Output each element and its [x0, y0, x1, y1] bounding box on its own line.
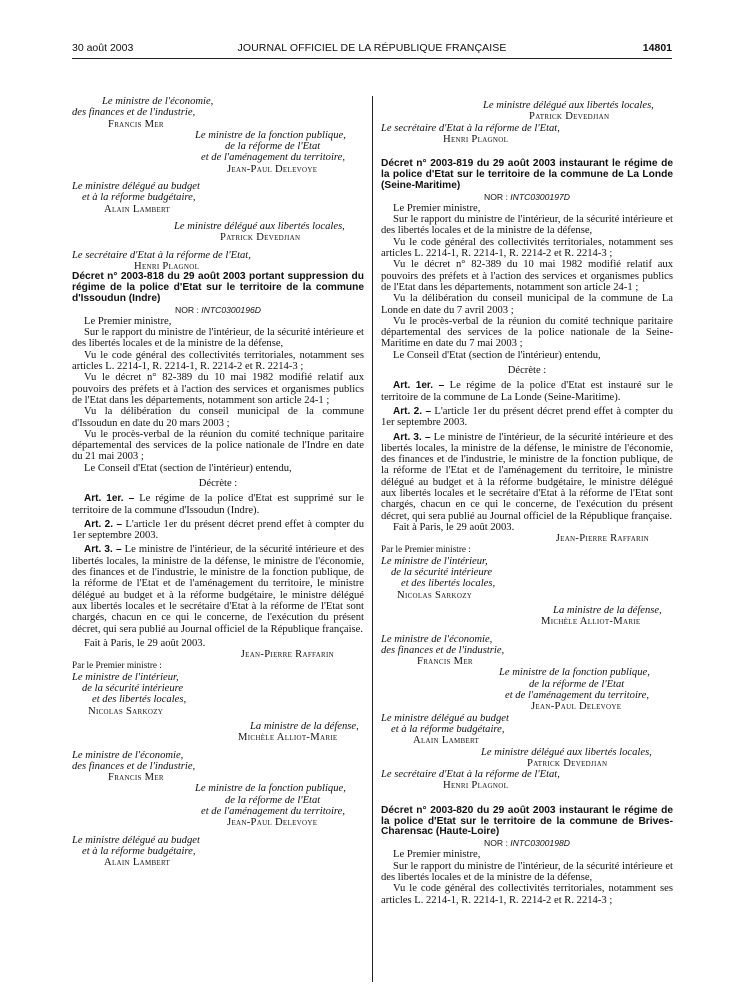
- preamble-line: Vu le procès-verbal de la réunion du comité technique paritaire départemental des services de la police nationale de la Seine-Maritime en date du 7 mai 2003 ;: [381, 315, 673, 350]
- signature-line: de la réforme de l'Etat: [225, 794, 321, 806]
- article-label: Art. 3. –: [84, 544, 122, 556]
- preamble-line: Vu le code général des collectivités territoriales, notamment ses articles L. 2214-1, R. 2214-1, R. 2214-2 et R. 2214-3 ;: [381, 883, 673, 906]
- signed-at: Fait à Paris, le 29 août 2003.: [84, 637, 206, 649]
- signature-defense: [381, 605, 673, 628]
- signed-at: Fait à Paris, le 29 août 2003.: [393, 521, 515, 533]
- article-3: [72, 544, 364, 634]
- article-text: Le régime de la police d'Etat est supprimé sur le territoire de la commune d'Issoudun (Indre).: [72, 493, 364, 516]
- signatory-name: Alain Lambert: [104, 203, 171, 215]
- signature-line: de la sécurité intérieure: [391, 567, 493, 579]
- preamble-line: Sur le rapport du ministre de l'intérieur, de la sécurité intérieure et des libertés locales et de la ministre de la défense,: [381, 214, 673, 237]
- signature-line: et à la réforme budgétaire,: [82, 845, 196, 857]
- signature-line: Le ministre de l'intérieur,: [72, 671, 179, 683]
- page-header: [72, 42, 672, 58]
- signature-line: et à la réforme budgétaire,: [391, 723, 505, 735]
- signatory-name: Francis Mer: [108, 118, 164, 130]
- signature-line: Le ministre délégué aux libertés locales,: [483, 100, 654, 111]
- signature-line: Le ministre délégué au budget: [72, 181, 200, 193]
- signature-line: Le ministre délégué aux libertés locales,: [481, 746, 652, 758]
- issue-date: 30 août 2003: [72, 42, 134, 54]
- nor-code: INTC0300197D: [510, 191, 570, 202]
- signatory-name: Francis Mer: [417, 656, 473, 668]
- article-1: [381, 380, 673, 403]
- article-text: L'article 1er du présent décret prend effet à compter du 1er septembre 2003.: [72, 518, 364, 542]
- page-number: 14801: [642, 42, 672, 54]
- signatory-name: Henri Plagnol: [443, 780, 509, 792]
- signature-line: Le ministre de la fonction publique,: [195, 129, 346, 141]
- signatory-name: Patrick Devedjian: [220, 232, 301, 244]
- preamble-line: Vu le code général des collectivités territoriales, notamment ses articles L. 2214-1, R. 2214-1, R. 2214-2 et R. 2214-3 ;: [381, 236, 673, 260]
- signature-secretaire-etat-top: [381, 123, 673, 146]
- signature-line: Le ministre de l'économie,: [72, 749, 184, 761]
- signatory-name: Francis Mer: [108, 772, 164, 784]
- signature-line: et des libertés locales,: [401, 578, 496, 590]
- decree-title: Décret n° 2003-819 du 29 août 2003 instaurant le régime de la police d'Etat sur le territoire de la commune de La Londe (Seine-Maritime): [381, 158, 673, 191]
- decree-title: Décret n° 2003-820 du 29 août 2003 instaurant le régime de la police d'Etat sur le territoire de la commune de Brives-Charensac (Haute-Loire): [381, 804, 673, 838]
- signatory-name: Alain Lambert: [104, 857, 171, 869]
- signature-line: et des libertés locales,: [92, 694, 187, 706]
- signature-line: Le secrétaire d'Etat à la réforme de l'Etat,: [381, 122, 560, 134]
- nor-label: NOR :: [175, 304, 199, 315]
- signature-line: des finances et de l'industrie,: [72, 107, 196, 119]
- signature-libertes-locales: [381, 747, 673, 770]
- signature-interieur: [72, 672, 364, 717]
- preamble-line: Vu la délibération du conseil municipal de la commune d'Issoudun en date du 20 mars 2003 ;: [72, 406, 364, 429]
- signatory-name: Henri Plagnol: [134, 260, 200, 272]
- signature-line: Le ministre délégué au budget: [72, 834, 200, 846]
- signature-economie: [381, 634, 673, 668]
- article-label: Art. 2. –: [393, 405, 432, 417]
- preamble-line: Sur le rapport du ministre de l'intérieur, de la sécurité intérieure et des libertés locales et de la ministre de la défense,: [381, 860, 673, 883]
- signatory-name: Patrick Devedjian: [527, 757, 608, 769]
- preamble-line: Vu le code général des collectivités territoriales, notamment ses articles L. 2214-1, R. 2214-1, R. 2214-2 et R. 2214-3 ;: [72, 349, 364, 373]
- signature-libertes-locales: [72, 221, 364, 244]
- signatory-name: Jean-Paul Delevoye: [227, 163, 318, 175]
- signature-line: Le ministre délégué aux libertés locales,: [174, 220, 345, 232]
- signature-secretaire-etat: [72, 250, 364, 273]
- signatory-name: Michèle Alliot-Marie: [541, 616, 641, 628]
- right-column: [381, 96, 673, 906]
- preamble-line: Vu la délibération du conseil municipal de la commune de La Londe en date du 7 avril 2003 ;: [381, 293, 673, 316]
- article-3: [381, 432, 673, 522]
- signature-line: Le ministre délégué au budget: [381, 712, 509, 724]
- signature-line: de la sécurité intérieure: [82, 683, 184, 695]
- signatory-name: Jean-Paul Delevoye: [227, 817, 318, 829]
- signature-budget: [72, 181, 364, 215]
- article-2: [72, 519, 364, 542]
- article-label: Art. 1er. –: [84, 493, 135, 505]
- signature-secretaire-etat: [381, 769, 673, 792]
- article-text: Le ministre de l'intérieur, de la sécurité intérieure et des libertés locales, la ministre de la défense, le ministre de l'économie, des finances et de l'industrie, le ministre de la fonction publique, de la réforme de l'Etat et de l'aménagement du territoire, le ministre délégué au budget et à la réforme budgétaire, le ministre délégué aux libertés locales et le secrétaire d'Etat à la réforme de l'Etat sont chargés, chacun en ce qui le concerne, de l'exécution du présent décret, qui sera publié au Journal officiel de la République française.: [381, 431, 674, 522]
- signature-line: et à la réforme budgétaire,: [82, 192, 196, 204]
- signature-line: des finances et de l'industrie,: [381, 644, 505, 656]
- signature-line: La ministre de la défense,: [553, 604, 662, 616]
- nor-label: NOR :: [484, 838, 508, 849]
- preamble-line: Vu le décret n° 82-389 du 10 mai 1982 modifié relatif aux pouvoirs des préfets et à l'action des services et organismes publics de l'Etat dans les départements, notamment son article 24-1 ;: [381, 259, 673, 293]
- article-2: [381, 406, 673, 429]
- article-label: Art. 3. –: [393, 431, 431, 443]
- signature-line: Le ministre de l'intérieur,: [381, 555, 488, 567]
- preamble-line: Le Premier ministre,: [393, 849, 481, 861]
- nor-code: INTC0300196D: [201, 304, 261, 315]
- signature-economie: [72, 96, 364, 130]
- par-le-premier-ministre: Par le Premier ministre :: [381, 544, 471, 555]
- preamble-line: Le Conseil d'Etat (section de l'intérieur) entendu,: [393, 349, 601, 361]
- preamble-line: Vu le procès-verbal de la réunion du comité technique paritaire départemental des services de la police nationale de l'Indre en date du 21 mai 2003 ;: [72, 428, 364, 463]
- article-label: Art. 2. –: [84, 518, 123, 530]
- decrete-label: Décrète :: [507, 365, 547, 377]
- nor-code: INTC0300198D: [510, 838, 570, 849]
- decrete-label: Décrète :: [198, 478, 238, 489]
- article-text: Le régime de la police d'Etat est instauré sur le territoire de la commune de La Londe (Seine-Maritime).: [381, 380, 673, 403]
- signature-line: et de l'aménagement du territoire,: [201, 152, 345, 164]
- signatory-name: Henri Plagnol: [443, 133, 509, 145]
- nor-reference: [381, 838, 673, 849]
- nor-reference: [72, 305, 364, 316]
- signature-fonction-publique-2: [72, 783, 364, 828]
- signature-budget: [381, 713, 673, 747]
- signature-economie-2: [72, 750, 364, 784]
- signature-line: Le ministre de l'économie,: [381, 633, 493, 645]
- signature-line: Le ministre de l'économie,: [102, 96, 214, 107]
- signature-libertes-locales-top: [381, 100, 673, 123]
- signature-line: de la réforme de l'Etat: [529, 678, 625, 690]
- signature-line: Le ministre de la fonction publique,: [195, 783, 346, 795]
- decree-title: Décret n° 2003-818 du 29 août 2003 portant suppression du régime de la police d'Etat sur le territoire de la commune d'Issoudun (Indre): [72, 271, 364, 304]
- signature-defense: [72, 721, 364, 744]
- preamble-line: Le Premier ministre,: [84, 315, 172, 327]
- article-label: Art. 1er. –: [393, 380, 445, 392]
- signature-fonction-publique: [381, 667, 673, 712]
- article-1: [72, 493, 364, 516]
- signature-line: et de l'aménagement du territoire,: [505, 690, 649, 702]
- nor-label: NOR :: [484, 191, 508, 202]
- signature-line: des finances et de l'industrie,: [72, 760, 196, 772]
- par-le-premier-ministre: Par le Premier ministre :: [72, 660, 162, 671]
- preamble-line: Sur le rapport du ministre de l'intérieur, de la sécurité intérieure et des libertés locales et de la ministre de la défense,: [72, 327, 364, 350]
- preamble-line: Le Premier ministre,: [393, 202, 481, 214]
- article-text: Le ministre de l'intérieur, de la sécurité intérieure et des libertés locales, la ministre de la défense, le ministre de l'économie, des finances et de l'industrie, le ministre de la fonction publique, de la réforme de l'Etat et de l'aménagement du territoire, le ministre délégué au budget et à la réforme budgétaire, le ministre délégué aux libertés locales et le secrétaire d'Etat à la réforme de l'Etat sont chargés, chacun en ce qui le concerne, de l'exécution du présent décret, qui sera publié au Journal officiel de la République française.: [72, 544, 365, 635]
- signature-line: et de l'aménagement du territoire,: [201, 806, 345, 818]
- signature-fonction-publique: [72, 130, 364, 175]
- nor-reference: [381, 192, 673, 203]
- column-divider: [372, 96, 373, 982]
- article-text: L'article 1er du présent décret prend effet à compter du 1er septembre 2003.: [381, 405, 673, 429]
- prime-minister-name: Jean-Pierre Raffarin: [555, 533, 649, 545]
- signature-line: de la réforme de l'Etat: [225, 141, 321, 153]
- signature-line: Le ministre de la fonction publique,: [499, 667, 650, 679]
- signature-interieur: [381, 556, 673, 601]
- signatory-name: Jean-Paul Delevoye: [531, 701, 622, 713]
- signatory-name: Nicolas Sarkozy: [397, 589, 473, 601]
- signatory-name: Patrick Devedjian: [529, 111, 610, 123]
- signatory-name: Michèle Alliot-Marie: [238, 732, 338, 744]
- preamble-line: Vu le décret n° 82-389 du 10 mai 1982 modifié relatif aux pouvoirs des préfets et à l'action des services et organismes publics de l'Etat dans les départements, notamment son article 24-1 ;: [72, 372, 364, 406]
- header-rule: [72, 58, 672, 59]
- signature-line: La ministre de la défense,: [250, 720, 359, 732]
- signature-budget-2: [72, 835, 364, 869]
- prime-minister-name: Jean-Pierre Raffarin: [240, 649, 334, 661]
- signature-line: Le secrétaire d'Etat à la réforme de l'Etat,: [72, 249, 251, 261]
- preamble-line: Le Conseil d'Etat (section de l'intérieur) entendu,: [84, 462, 292, 474]
- left-column: [72, 96, 364, 869]
- signatory-name: Alain Lambert: [413, 735, 480, 747]
- signatory-name: Nicolas Sarkozy: [88, 705, 164, 717]
- signature-line: Le secrétaire d'Etat à la réforme de l'Etat,: [381, 769, 560, 781]
- journal-title: JOURNAL OFFICIEL DE LA RÉPUBLIQUE FRANÇAISE: [237, 42, 507, 54]
